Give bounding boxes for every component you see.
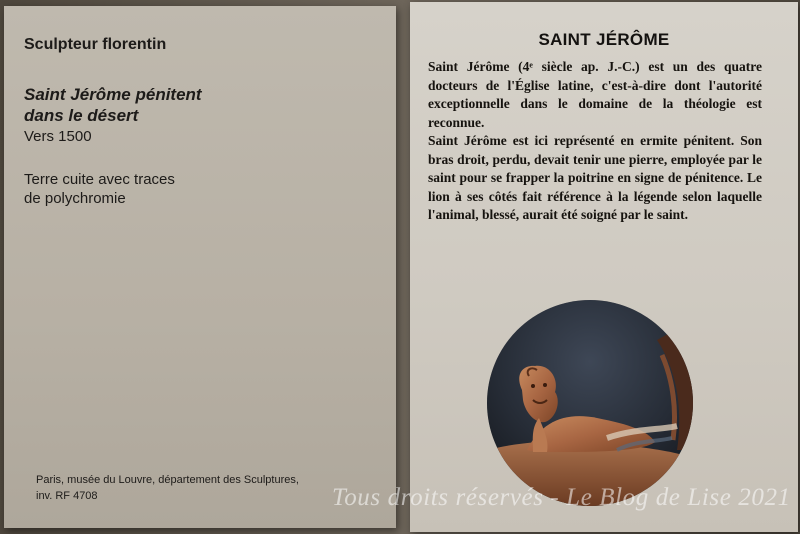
location-line-1: Paris, musée du Louvre, département des Sculptures, [36, 474, 299, 486]
explanation-paragraph-2: Saint Jérôme est ici représenté en ermite pénitent. Son bras droit, perdu, devait tenir une pierre, employée par le saint pour se frapper la poitrine en signe de pénitence. Le lion à ses côtés fait référence à la légende selon laquelle l'animal, blessé, aurait été soigné par le saint. [428, 133, 762, 222]
explanation-heading: SAINT JÉRÔME [538, 30, 670, 49]
artwork-title-line-1: Saint Jérôme pénitent [24, 85, 202, 104]
artwork-title [24, 84, 324, 126]
lion-sculpture-photo [487, 300, 693, 506]
explanation-paragraph-1: Saint Jérôme (4ᵉ siècle ap. J.-C.) est un des quatre docteurs de l'Église latine, c'est-à-dire dont l'autorité exceptionnelle dans le domaine de la théologie est reconnue. [428, 59, 762, 130]
artwork-title-line-2: dans le désert [24, 106, 139, 125]
artwork-label-panel [4, 6, 396, 528]
material-line-2: de polychromie [24, 190, 126, 207]
artist-name: Sculpteur florentin [24, 36, 167, 53]
watermark-text: Tous droits réservés - Le Blog de Lise 2021 [332, 484, 791, 511]
explanation-text [428, 58, 762, 225]
explanation-panel [410, 2, 798, 532]
material-line-1: Terre cuite avec traces [24, 171, 175, 188]
artwork-date: Vers 1500 [24, 128, 92, 145]
location-line-2: inv. RF 4708 [36, 490, 98, 502]
artwork-material [24, 170, 324, 208]
